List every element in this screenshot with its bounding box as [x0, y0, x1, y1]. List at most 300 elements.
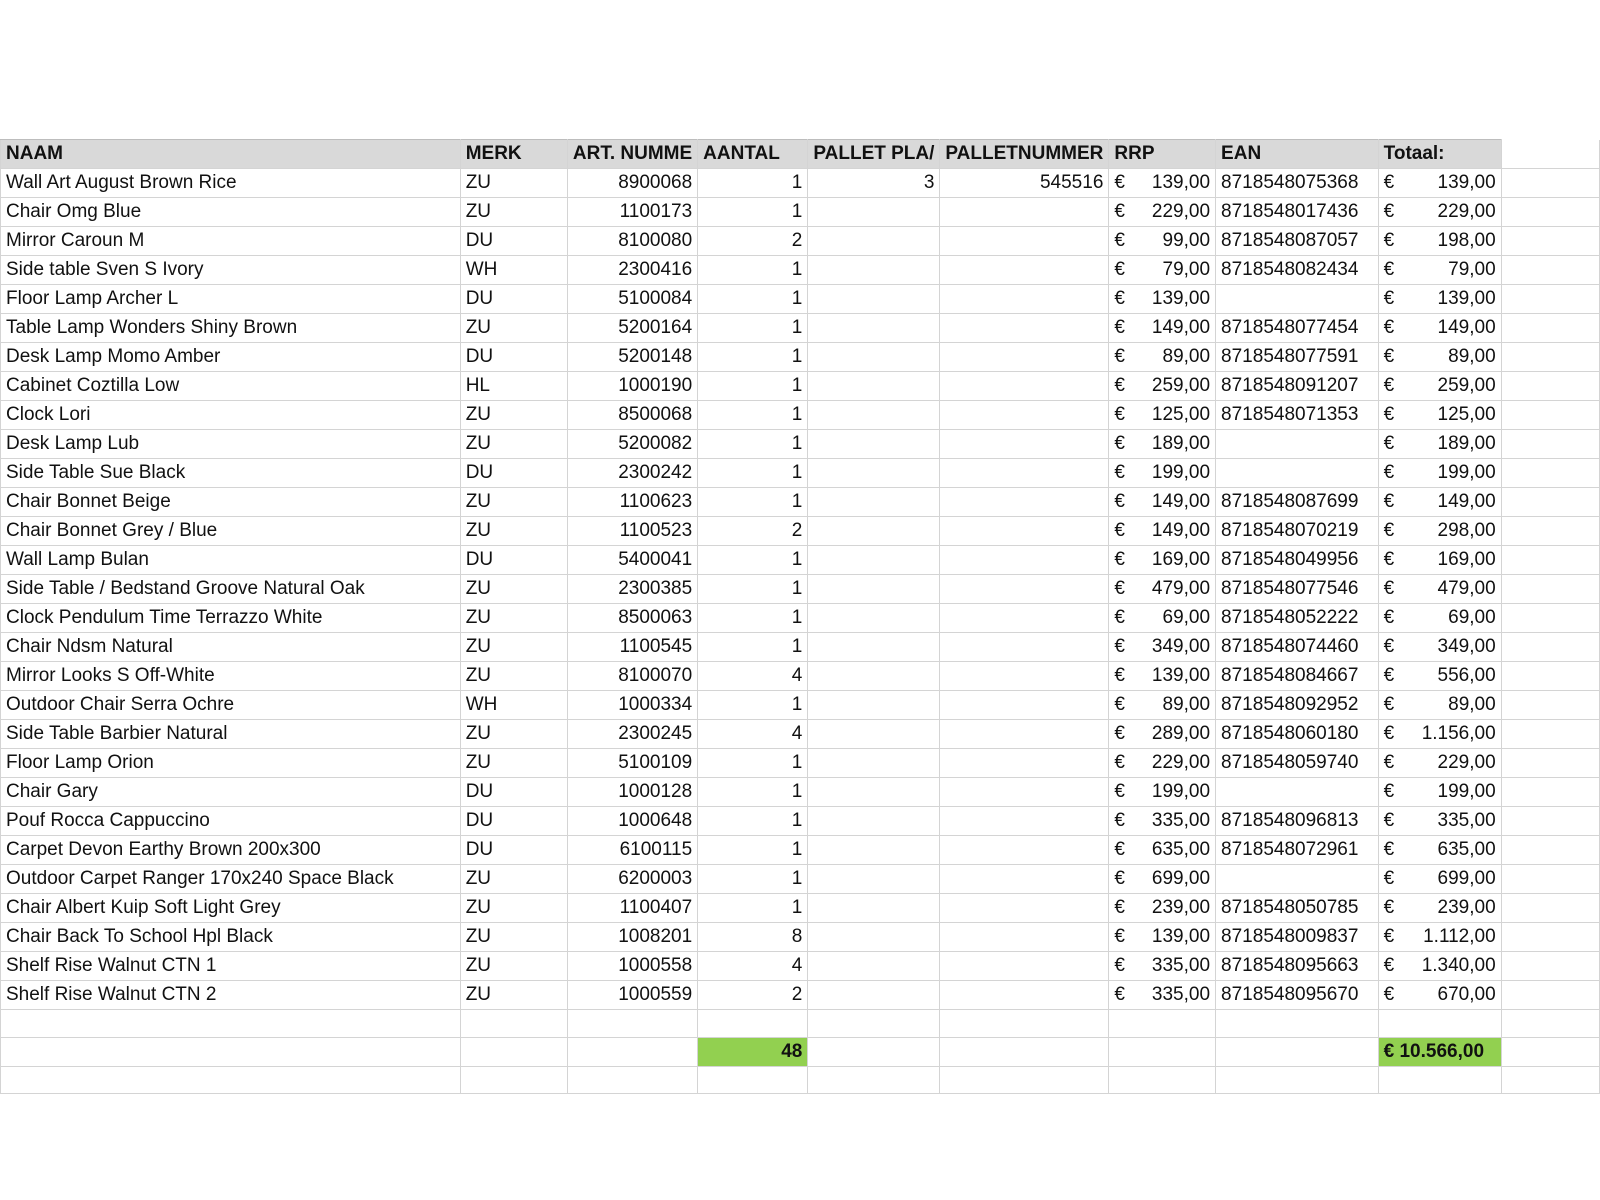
cell-ean[interactable]: 8718548077591: [1216, 343, 1379, 372]
cell-pallet-pla[interactable]: [808, 488, 940, 517]
cell-naam[interactable]: Clock Lori: [1, 401, 461, 430]
cell-naam[interactable]: Desk Lamp Momo Amber: [1, 343, 461, 372]
cell-pallet-pla[interactable]: [808, 314, 940, 343]
cell-art[interactable]: 2300245: [567, 720, 697, 749]
empty-cell[interactable]: [1501, 140, 1599, 169]
cell-merk[interactable]: DU: [460, 778, 567, 807]
cell-aantal[interactable]: 1: [698, 778, 808, 807]
cell-rrp[interactable]: [1109, 401, 1216, 430]
cell-totaal[interactable]: [1378, 633, 1501, 662]
cell-aantal[interactable]: 4: [698, 952, 808, 981]
empty-cell[interactable]: [1501, 923, 1599, 952]
empty-cell[interactable]: [698, 1010, 808, 1038]
empty-cell[interactable]: [1501, 256, 1599, 285]
cell-merk[interactable]: ZU: [460, 749, 567, 778]
cell-art[interactable]: 8500068: [567, 401, 697, 430]
cell-totaal[interactable]: [1378, 285, 1501, 314]
empty-cell[interactable]: [1109, 1067, 1216, 1094]
cell-palletnummer[interactable]: [940, 691, 1109, 720]
cell-merk[interactable]: HL: [460, 372, 567, 401]
empty-cell[interactable]: [1501, 981, 1599, 1010]
cell-totaal[interactable]: [1378, 749, 1501, 778]
cell-merk[interactable]: DU: [460, 807, 567, 836]
cell-rrp[interactable]: [1109, 836, 1216, 865]
empty-cell[interactable]: [1378, 1067, 1501, 1094]
cell-merk[interactable]: DU: [460, 546, 567, 575]
cell-ean[interactable]: 8718548060180: [1216, 720, 1379, 749]
cell-pallet-pla[interactable]: [808, 575, 940, 604]
cell-ean[interactable]: 8718548017436: [1216, 198, 1379, 227]
cell-pallet-pla[interactable]: [808, 691, 940, 720]
cell-palletnummer[interactable]: [940, 430, 1109, 459]
cell-aantal[interactable]: 1: [698, 894, 808, 923]
cell-aantal[interactable]: 1: [698, 169, 808, 198]
cell-merk[interactable]: DU: [460, 836, 567, 865]
cell-pallet-pla[interactable]: [808, 662, 940, 691]
cell-naam[interactable]: Chair Ndsm Natural: [1, 633, 461, 662]
empty-cell[interactable]: [1501, 401, 1599, 430]
cell-totaal[interactable]: [1378, 227, 1501, 256]
cell-rrp[interactable]: [1109, 372, 1216, 401]
cell-rrp[interactable]: [1109, 459, 1216, 488]
cell-ean[interactable]: [1216, 430, 1379, 459]
empty-cell[interactable]: [1109, 1010, 1216, 1038]
cell-ean[interactable]: 8718548071353: [1216, 401, 1379, 430]
total-totaal[interactable]: € 10.566,00: [1378, 1038, 1501, 1067]
empty-cell[interactable]: [1501, 198, 1599, 227]
cell-totaal[interactable]: [1378, 662, 1501, 691]
cell-totaal[interactable]: [1378, 604, 1501, 633]
cell-rrp[interactable]: [1109, 546, 1216, 575]
cell-palletnummer[interactable]: [940, 372, 1109, 401]
cell-merk[interactable]: ZU: [460, 517, 567, 546]
cell-pallet-pla[interactable]: [808, 517, 940, 546]
cell-palletnummer[interactable]: [940, 517, 1109, 546]
cell-aantal[interactable]: 4: [698, 662, 808, 691]
cell-palletnummer[interactable]: [940, 778, 1109, 807]
cell-aantal[interactable]: 1: [698, 575, 808, 604]
empty-cell[interactable]: [1501, 836, 1599, 865]
cell-palletnummer[interactable]: [940, 227, 1109, 256]
cell-art[interactable]: 5200148: [567, 343, 697, 372]
cell-totaal[interactable]: [1378, 720, 1501, 749]
cell-art[interactable]: 8100070: [567, 662, 697, 691]
cell-pallet-pla[interactable]: [808, 981, 940, 1010]
cell-pallet-pla[interactable]: [808, 227, 940, 256]
total-aantal[interactable]: 48: [698, 1038, 808, 1067]
cell-palletnummer[interactable]: [940, 894, 1109, 923]
cell-palletnummer[interactable]: [940, 314, 1109, 343]
cell-art[interactable]: 1100523: [567, 517, 697, 546]
cell-merk[interactable]: WH: [460, 256, 567, 285]
cell-naam[interactable]: Pouf Rocca Cappuccino: [1, 807, 461, 836]
cell-totaal[interactable]: [1378, 343, 1501, 372]
cell-palletnummer[interactable]: [940, 865, 1109, 894]
cell-rrp[interactable]: [1109, 430, 1216, 459]
cell-palletnummer[interactable]: [940, 488, 1109, 517]
cell-aantal[interactable]: 1: [698, 691, 808, 720]
cell-ean[interactable]: 8718548095670: [1216, 981, 1379, 1010]
cell-ean[interactable]: 8718548087057: [1216, 227, 1379, 256]
cell-merk[interactable]: WH: [460, 691, 567, 720]
empty-cell[interactable]: [1501, 720, 1599, 749]
empty-cell[interactable]: [460, 1067, 567, 1094]
empty-cell[interactable]: [1501, 285, 1599, 314]
empty-cell[interactable]: [1501, 227, 1599, 256]
cell-rrp[interactable]: [1109, 314, 1216, 343]
empty-cell[interactable]: [1501, 691, 1599, 720]
cell-palletnummer[interactable]: [940, 807, 1109, 836]
cell-art[interactable]: 6200003: [567, 865, 697, 894]
cell-ean[interactable]: [1216, 778, 1379, 807]
cell-naam[interactable]: Floor Lamp Archer L: [1, 285, 461, 314]
cell-rrp[interactable]: [1109, 865, 1216, 894]
cell-totaal[interactable]: [1378, 952, 1501, 981]
cell-naam[interactable]: Wall Art August Brown Rice: [1, 169, 461, 198]
cell-pallet-pla[interactable]: [808, 807, 940, 836]
cell-naam[interactable]: Table Lamp Wonders Shiny Brown: [1, 314, 461, 343]
cell-pallet-pla[interactable]: [808, 894, 940, 923]
cell-aantal[interactable]: 1: [698, 459, 808, 488]
empty-cell[interactable]: [940, 1067, 1109, 1094]
cell-merk[interactable]: ZU: [460, 604, 567, 633]
empty-cell[interactable]: [1501, 488, 1599, 517]
cell-totaal[interactable]: [1378, 459, 1501, 488]
cell-rrp[interactable]: [1109, 198, 1216, 227]
empty-cell[interactable]: [460, 1038, 567, 1067]
cell-palletnummer[interactable]: [940, 285, 1109, 314]
empty-cell[interactable]: [1501, 314, 1599, 343]
cell-naam[interactable]: Clock Pendulum Time Terrazzo White: [1, 604, 461, 633]
header-merk[interactable]: MERK: [460, 140, 567, 169]
cell-merk[interactable]: ZU: [460, 488, 567, 517]
cell-rrp[interactable]: [1109, 227, 1216, 256]
cell-rrp[interactable]: [1109, 778, 1216, 807]
cell-rrp[interactable]: [1109, 662, 1216, 691]
cell-aantal[interactable]: 1: [698, 314, 808, 343]
cell-aantal[interactable]: 1: [698, 488, 808, 517]
cell-palletnummer[interactable]: [940, 720, 1109, 749]
cell-ean[interactable]: 8718548082434: [1216, 256, 1379, 285]
cell-merk[interactable]: ZU: [460, 430, 567, 459]
cell-pallet-pla[interactable]: [808, 633, 940, 662]
cell-totaal[interactable]: [1378, 575, 1501, 604]
cell-ean[interactable]: 8718548092952: [1216, 691, 1379, 720]
header-totaal[interactable]: Totaal:: [1378, 140, 1501, 169]
header-ean[interactable]: EAN: [1216, 140, 1379, 169]
cell-aantal[interactable]: 2: [698, 227, 808, 256]
cell-aantal[interactable]: 2: [698, 981, 808, 1010]
cell-aantal[interactable]: 4: [698, 720, 808, 749]
cell-pallet-pla[interactable]: [808, 198, 940, 227]
cell-art[interactable]: 1000558: [567, 952, 697, 981]
cell-naam[interactable]: Outdoor Carpet Ranger 170x240 Space Black: [1, 865, 461, 894]
cell-merk[interactable]: ZU: [460, 662, 567, 691]
cell-totaal[interactable]: [1378, 430, 1501, 459]
cell-rrp[interactable]: [1109, 981, 1216, 1010]
cell-rrp[interactable]: [1109, 517, 1216, 546]
cell-totaal[interactable]: [1378, 691, 1501, 720]
header-rrp[interactable]: RRP: [1109, 140, 1216, 169]
empty-cell[interactable]: [1501, 430, 1599, 459]
empty-cell[interactable]: [808, 1010, 940, 1038]
cell-merk[interactable]: ZU: [460, 720, 567, 749]
cell-naam[interactable]: Desk Lamp Lub: [1, 430, 461, 459]
cell-art[interactable]: 2300416: [567, 256, 697, 285]
cell-naam[interactable]: Shelf Rise Walnut CTN 1: [1, 952, 461, 981]
cell-art[interactable]: 5100084: [567, 285, 697, 314]
empty-cell[interactable]: [1501, 459, 1599, 488]
cell-merk[interactable]: ZU: [460, 952, 567, 981]
cell-totaal[interactable]: [1378, 836, 1501, 865]
cell-pallet-pla[interactable]: 3: [808, 169, 940, 198]
header-pallet-plaats[interactable]: PALLET PLA/: [808, 140, 940, 169]
cell-rrp[interactable]: [1109, 720, 1216, 749]
cell-art[interactable]: 8500063: [567, 604, 697, 633]
empty-cell[interactable]: [1, 1067, 461, 1094]
empty-cell[interactable]: [1501, 1010, 1599, 1038]
cell-ean[interactable]: 8718548074460: [1216, 633, 1379, 662]
cell-merk[interactable]: ZU: [460, 923, 567, 952]
cell-art[interactable]: 1000648: [567, 807, 697, 836]
cell-art[interactable]: 1100545: [567, 633, 697, 662]
cell-naam[interactable]: Chair Bonnet Grey / Blue: [1, 517, 461, 546]
empty-cell[interactable]: [1501, 778, 1599, 807]
cell-ean[interactable]: 8718548087699: [1216, 488, 1379, 517]
cell-rrp[interactable]: [1109, 952, 1216, 981]
cell-merk[interactable]: DU: [460, 343, 567, 372]
cell-aantal[interactable]: 1: [698, 546, 808, 575]
cell-aantal[interactable]: 1: [698, 807, 808, 836]
cell-pallet-pla[interactable]: [808, 430, 940, 459]
cell-totaal[interactable]: [1378, 807, 1501, 836]
cell-pallet-pla[interactable]: [808, 343, 940, 372]
cell-naam[interactable]: Floor Lamp Orion: [1, 749, 461, 778]
cell-ean[interactable]: 8718548072961: [1216, 836, 1379, 865]
cell-rrp[interactable]: [1109, 604, 1216, 633]
empty-cell[interactable]: [1501, 517, 1599, 546]
cell-totaal[interactable]: [1378, 981, 1501, 1010]
cell-merk[interactable]: DU: [460, 285, 567, 314]
cell-rrp[interactable]: [1109, 691, 1216, 720]
empty-cell[interactable]: [1501, 894, 1599, 923]
cell-ean[interactable]: 8718548070219: [1216, 517, 1379, 546]
cell-ean[interactable]: 8718548059740: [1216, 749, 1379, 778]
cell-pallet-pla[interactable]: [808, 459, 940, 488]
cell-art[interactable]: 1000559: [567, 981, 697, 1010]
cell-pallet-pla[interactable]: [808, 604, 940, 633]
cell-pallet-pla[interactable]: [808, 749, 940, 778]
cell-merk[interactable]: ZU: [460, 575, 567, 604]
cell-palletnummer[interactable]: [940, 749, 1109, 778]
empty-cell[interactable]: [1109, 1038, 1216, 1067]
empty-cell[interactable]: [1501, 343, 1599, 372]
cell-totaal[interactable]: [1378, 169, 1501, 198]
cell-rrp[interactable]: [1109, 749, 1216, 778]
empty-cell[interactable]: [567, 1067, 697, 1094]
cell-aantal[interactable]: 1: [698, 372, 808, 401]
cell-art[interactable]: 1008201: [567, 923, 697, 952]
cell-pallet-pla[interactable]: [808, 720, 940, 749]
cell-naam[interactable]: Chair Bonnet Beige: [1, 488, 461, 517]
cell-naam[interactable]: Chair Albert Kuip Soft Light Grey: [1, 894, 461, 923]
cell-palletnummer[interactable]: [940, 198, 1109, 227]
cell-pallet-pla[interactable]: [808, 372, 940, 401]
cell-merk[interactable]: ZU: [460, 894, 567, 923]
empty-cell[interactable]: [1, 1010, 461, 1038]
cell-merk[interactable]: ZU: [460, 401, 567, 430]
cell-rrp[interactable]: [1109, 575, 1216, 604]
cell-palletnummer[interactable]: [940, 575, 1109, 604]
cell-ean[interactable]: 8718548077454: [1216, 314, 1379, 343]
empty-cell[interactable]: [567, 1010, 697, 1038]
cell-pallet-pla[interactable]: [808, 836, 940, 865]
cell-art[interactable]: 1000334: [567, 691, 697, 720]
cell-ean[interactable]: 8718548096813: [1216, 807, 1379, 836]
cell-totaal[interactable]: [1378, 517, 1501, 546]
cell-aantal[interactable]: 1: [698, 749, 808, 778]
cell-totaal[interactable]: [1378, 894, 1501, 923]
cell-palletnummer[interactable]: [940, 459, 1109, 488]
cell-aantal[interactable]: 1: [698, 343, 808, 372]
cell-aantal[interactable]: 1: [698, 256, 808, 285]
empty-cell[interactable]: [1216, 1010, 1379, 1038]
cell-aantal[interactable]: 1: [698, 633, 808, 662]
cell-naam[interactable]: Mirror Looks S Off-White: [1, 662, 461, 691]
cell-art[interactable]: 1100407: [567, 894, 697, 923]
cell-rrp[interactable]: [1109, 923, 1216, 952]
cell-naam[interactable]: Cabinet Coztilla Low: [1, 372, 461, 401]
empty-cell[interactable]: [460, 1010, 567, 1038]
cell-ean[interactable]: [1216, 459, 1379, 488]
cell-totaal[interactable]: [1378, 314, 1501, 343]
cell-art[interactable]: 5200082: [567, 430, 697, 459]
cell-merk[interactable]: ZU: [460, 169, 567, 198]
cell-totaal[interactable]: [1378, 488, 1501, 517]
cell-pallet-pla[interactable]: [808, 401, 940, 430]
empty-cell[interactable]: [940, 1010, 1109, 1038]
cell-totaal[interactable]: [1378, 372, 1501, 401]
cell-naam[interactable]: Chair Omg Blue: [1, 198, 461, 227]
cell-art[interactable]: 1000190: [567, 372, 697, 401]
cell-aantal[interactable]: 1: [698, 198, 808, 227]
cell-art[interactable]: 2300242: [567, 459, 697, 488]
cell-totaal[interactable]: [1378, 865, 1501, 894]
cell-art[interactable]: 1100623: [567, 488, 697, 517]
cell-ean[interactable]: 8718548077546: [1216, 575, 1379, 604]
cell-palletnummer[interactable]: [940, 256, 1109, 285]
cell-naam[interactable]: Shelf Rise Walnut CTN 2: [1, 981, 461, 1010]
cell-ean[interactable]: 8718548050785: [1216, 894, 1379, 923]
cell-ean[interactable]: 8718548091207: [1216, 372, 1379, 401]
cell-ean[interactable]: 8718548009837: [1216, 923, 1379, 952]
cell-naam[interactable]: Mirror Caroun M: [1, 227, 461, 256]
cell-rrp[interactable]: [1109, 343, 1216, 372]
cell-pallet-pla[interactable]: [808, 285, 940, 314]
cell-naam[interactable]: Chair Gary: [1, 778, 461, 807]
cell-totaal[interactable]: [1378, 546, 1501, 575]
cell-rrp[interactable]: [1109, 894, 1216, 923]
cell-aantal[interactable]: 1: [698, 604, 808, 633]
cell-palletnummer[interactable]: [940, 401, 1109, 430]
empty-cell[interactable]: [1501, 372, 1599, 401]
empty-cell[interactable]: [1501, 865, 1599, 894]
cell-pallet-pla[interactable]: [808, 923, 940, 952]
cell-art[interactable]: 5200164: [567, 314, 697, 343]
empty-cell[interactable]: [1501, 749, 1599, 778]
cell-aantal[interactable]: 1: [698, 836, 808, 865]
cell-pallet-pla[interactable]: [808, 865, 940, 894]
cell-palletnummer[interactable]: [940, 981, 1109, 1010]
cell-ean[interactable]: 8718548052222: [1216, 604, 1379, 633]
cell-ean[interactable]: [1216, 285, 1379, 314]
empty-cell[interactable]: [1216, 1067, 1379, 1094]
cell-palletnummer[interactable]: [940, 604, 1109, 633]
cell-merk[interactable]: ZU: [460, 198, 567, 227]
cell-art[interactable]: 1100173: [567, 198, 697, 227]
cell-aantal[interactable]: 1: [698, 285, 808, 314]
cell-rrp[interactable]: [1109, 169, 1216, 198]
cell-palletnummer[interactable]: [940, 952, 1109, 981]
cell-palletnummer[interactable]: [940, 633, 1109, 662]
cell-rrp[interactable]: [1109, 285, 1216, 314]
cell-art[interactable]: 6100115: [567, 836, 697, 865]
empty-cell[interactable]: [1501, 1038, 1599, 1067]
cell-art[interactable]: 5400041: [567, 546, 697, 575]
cell-rrp[interactable]: [1109, 807, 1216, 836]
empty-cell[interactable]: [1501, 633, 1599, 662]
cell-aantal[interactable]: 1: [698, 865, 808, 894]
cell-aantal[interactable]: 8: [698, 923, 808, 952]
empty-cell[interactable]: [1501, 546, 1599, 575]
empty-cell[interactable]: [1, 1038, 461, 1067]
cell-totaal[interactable]: [1378, 198, 1501, 227]
cell-pallet-pla[interactable]: [808, 778, 940, 807]
empty-cell[interactable]: [1501, 662, 1599, 691]
cell-pallet-pla[interactable]: [808, 546, 940, 575]
cell-aantal[interactable]: 1: [698, 401, 808, 430]
empty-cell[interactable]: [1501, 1067, 1599, 1094]
cell-palletnummer[interactable]: 545516: [940, 169, 1109, 198]
cell-palletnummer[interactable]: [940, 546, 1109, 575]
cell-ean[interactable]: 8718548049956: [1216, 546, 1379, 575]
cell-aantal[interactable]: 1: [698, 430, 808, 459]
cell-palletnummer[interactable]: [940, 836, 1109, 865]
cell-rrp[interactable]: [1109, 633, 1216, 662]
cell-totaal[interactable]: [1378, 256, 1501, 285]
header-naam[interactable]: NAAM: [1, 140, 461, 169]
cell-totaal[interactable]: [1378, 401, 1501, 430]
cell-rrp[interactable]: [1109, 488, 1216, 517]
cell-totaal[interactable]: [1378, 778, 1501, 807]
cell-merk[interactable]: DU: [460, 459, 567, 488]
cell-aantal[interactable]: 2: [698, 517, 808, 546]
cell-pallet-pla[interactable]: [808, 952, 940, 981]
cell-naam[interactable]: Outdoor Chair Serra Ochre: [1, 691, 461, 720]
empty-cell[interactable]: [808, 1067, 940, 1094]
empty-cell[interactable]: [1501, 952, 1599, 981]
cell-art[interactable]: 1000128: [567, 778, 697, 807]
empty-cell[interactable]: [1501, 604, 1599, 633]
cell-art[interactable]: 8900068: [567, 169, 697, 198]
empty-cell[interactable]: [698, 1067, 808, 1094]
cell-ean[interactable]: [1216, 865, 1379, 894]
cell-naam[interactable]: Side Table / Bedstand Groove Natural Oak: [1, 575, 461, 604]
empty-cell[interactable]: [567, 1038, 697, 1067]
cell-palletnummer[interactable]: [940, 923, 1109, 952]
empty-cell[interactable]: [808, 1038, 940, 1067]
cell-merk[interactable]: ZU: [460, 981, 567, 1010]
